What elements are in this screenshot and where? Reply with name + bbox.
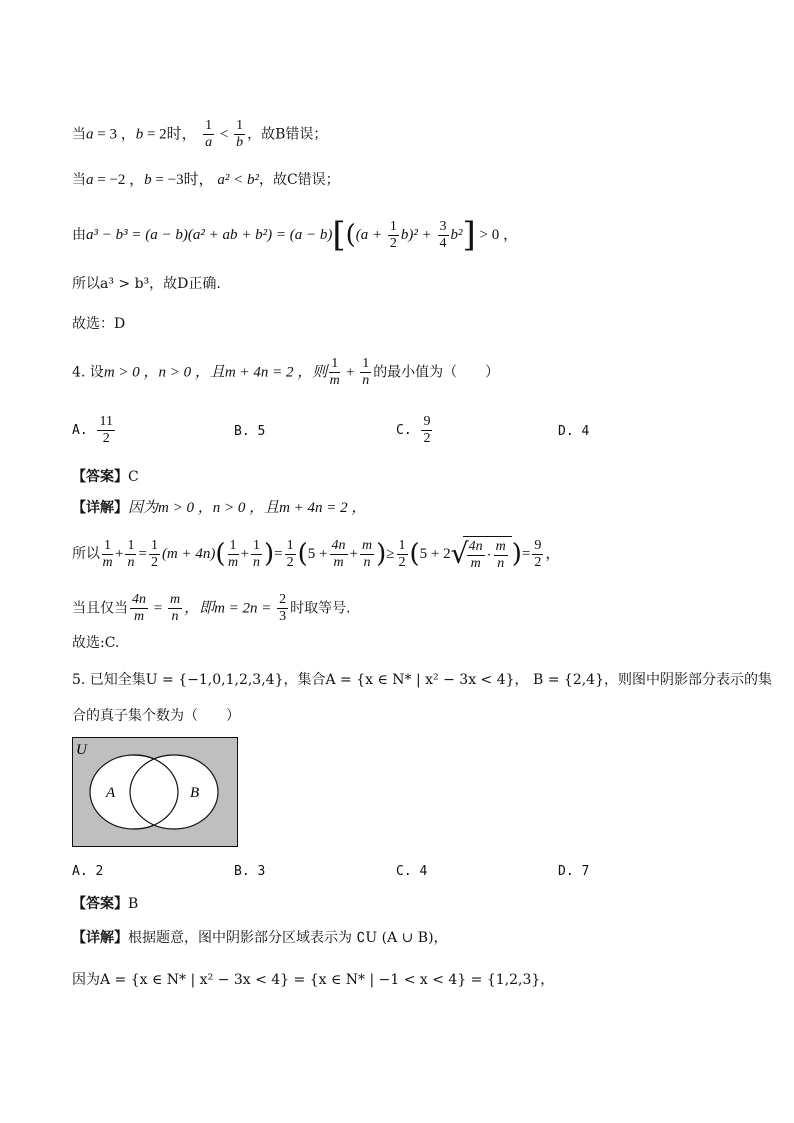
text: = 2时， <box>143 126 197 143</box>
var-b: b <box>144 172 152 188</box>
option-c: C. 4 <box>396 864 428 879</box>
question-5-line1: 5. 已知全集U = {−1,0,1,2,3,4}，集合A = {x ∈ N* | x² − 3x < 4}， B = {2,4}，则图中阴影部分表示的集 <box>72 672 772 688</box>
option-a: A. 2 <box>72 864 104 879</box>
line-case-d <box>72 215 518 255</box>
line-case-b <box>72 118 327 151</box>
text: a² < b² <box>213 172 259 188</box>
set-b-circle <box>130 755 218 829</box>
fraction: $\frac{11}{2}$ <box>99 414 113 446</box>
paren: ( <box>345 220 356 250</box>
var-a: a <box>86 172 94 188</box>
text: + <box>342 364 359 381</box>
detail-4: 【详解】因为m > 0 ，n > 0 ，且m + 4n = 2 ， <box>72 500 367 516</box>
fraction: $\frac{3}{4}$ <box>439 218 447 251</box>
fraction: $\frac{1}{a}$ <box>205 118 213 150</box>
set-a-derivation: 因为A = {x ∈ N* | x² − 3x < 4} = {x ∈ N* | −1 < x < 4} = {1,2,3}， <box>72 972 555 988</box>
text: = −3时， <box>151 172 214 188</box>
venn-label-a: A <box>106 785 116 801</box>
answer-4: 【答案】C <box>72 469 139 485</box>
text: 当 <box>72 172 86 188</box>
fraction: $\frac{1}{n}$ <box>362 356 370 388</box>
text: = 3 ， <box>93 126 136 143</box>
text: ，故B错误； <box>247 126 328 143</box>
venn-label-b: B <box>190 785 200 801</box>
option-d: D. 7 <box>558 864 590 879</box>
text: = −2 ， <box>93 172 145 188</box>
bracket: ] <box>462 215 476 255</box>
conclusion-d: 所以a³ > b³，故D正确. <box>72 276 221 292</box>
option-d: D. 4 <box>558 424 590 439</box>
option-b: B. 3 <box>234 864 266 879</box>
fraction: $\frac{9}{2}$ <box>423 414 431 446</box>
line-case-c <box>72 170 340 190</box>
fraction: $\frac{1}{2}$ <box>389 218 397 251</box>
math-expr: (a + <box>355 227 386 243</box>
answer-5: 【答案】B <box>72 896 139 912</box>
math-expr: b² <box>450 227 463 243</box>
equality-condition: 当且仅当 $\frac{4n}{m}$ = $\frac{m}{n}$ ，即m = 2n = $\frac{2}{3}$ 时取等号. <box>72 592 351 624</box>
sqrt: √ $\frac{4n}{m}$ · $\frac{m}{n}$ <box>451 536 512 572</box>
detail-5: 【详解】根据题意，图中阴影部分区域表示为 ∁U (A ∪ B)， <box>72 930 448 946</box>
text: < <box>216 126 233 143</box>
text: > 0 ， <box>475 227 518 243</box>
text: 4. 设 <box>72 364 104 381</box>
answer-select: 故选：D <box>72 316 126 332</box>
text: ，故C错误； <box>258 172 340 188</box>
venn-diagram <box>72 737 240 849</box>
var-b: b <box>135 126 144 143</box>
math-expr: m > 0 ，n > 0 ，且m + 4n = 2 ，则 <box>103 364 328 381</box>
option-a: A. $\frac{11}{2}$ <box>72 414 113 446</box>
text: 的最小值为（ ） <box>373 364 500 381</box>
bracket: [ <box>332 215 346 255</box>
question-4 <box>72 356 499 389</box>
venn-label-u: U <box>76 742 87 758</box>
option-c: C. $\frac{9}{2}$ <box>396 414 431 446</box>
answer-select-4: 故选:C. <box>72 635 120 651</box>
question-5-line2: 合的真子集个数为（ ） <box>72 708 240 724</box>
option-b: B. 5 <box>234 424 266 439</box>
math-expr: b)² + <box>400 227 436 243</box>
fraction: $\frac{1}{m}$ <box>329 356 340 388</box>
inequality-line: 所以 $\frac{1}{m}$ + $\frac{1}{n}$ = $\frac{1}{2}$ (m + 4n)( $\frac{1}{m}$ + $\frac{1}{n}$ )= $\frac{1}{2}$ (5 + $\frac{4n}{m}$ + $\frac{m}{n}$ )≥ $\frac{1}{2}$ (5 + 2 √ $\frac{4n}{m}$ · $\frac{m}{n}$ )= $\frac{9}{2}$ ， <box>72 537 561 571</box>
text: 当 <box>72 126 86 143</box>
text: 由 <box>72 227 86 243</box>
fraction: $\frac{1}{b}$ <box>236 118 244 150</box>
var-a: a <box>86 126 94 143</box>
math-expr: a³ − b³ = (a − b)(a² + ab + b²) = (a − b) <box>86 227 333 243</box>
